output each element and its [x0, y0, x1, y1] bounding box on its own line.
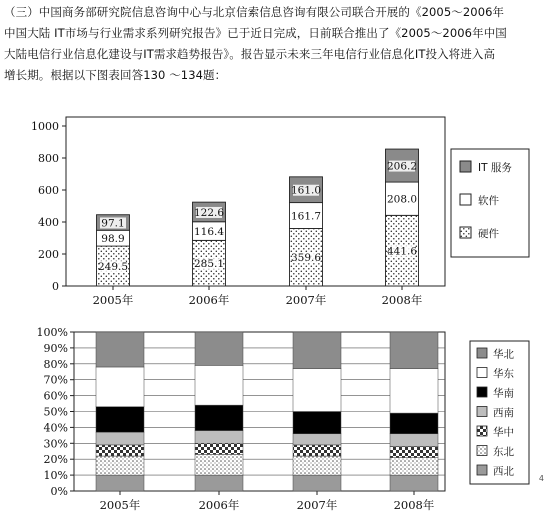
page-mark: 4	[538, 474, 544, 483]
bar-segment-西北	[96, 475, 144, 491]
legend-it-service-label: IT 服务	[478, 162, 512, 174]
legend-it-service-swatch	[460, 161, 471, 172]
legend-label-华东: 华东	[493, 368, 514, 380]
bar-segment-西南	[195, 431, 243, 444]
chart2-y-tick-label: 60%	[43, 389, 68, 403]
bar-segment-华南	[195, 405, 243, 430]
legend-label-东北: 东北	[493, 446, 514, 458]
bar-segment-东北	[195, 454, 243, 475]
bar-segment-东北	[96, 456, 144, 475]
chart1-x-label: 2005年	[92, 293, 134, 307]
bar-segment-东北	[390, 458, 438, 475]
chart2-x-label: 2008年	[393, 498, 435, 512]
bar-segment-华中	[195, 443, 243, 454]
bar-value-label: 359.6	[290, 252, 322, 265]
bar-value-label: 122.6	[193, 206, 225, 219]
bar-segment-华中	[293, 445, 341, 456]
legend-label-西南: 西南	[493, 407, 514, 419]
bar-segment-华东	[390, 369, 438, 414]
legend-label-华中: 华中	[493, 426, 514, 439]
intro-line-4: 增长期。根据以下图表回答130 ～134题：	[4, 68, 227, 82]
legend-swatch-西北	[477, 465, 487, 475]
bar-segment-西北	[293, 475, 341, 491]
bar-segment-西南	[293, 434, 341, 445]
bar-segment-华北	[96, 332, 144, 367]
percent-stacked-bar-chart-regions	[37, 326, 529, 512]
bar-segment-西北	[390, 475, 438, 491]
chart2-y-tick-label: 90%	[43, 341, 68, 355]
bar-segment-华东	[96, 367, 144, 407]
chart2-y-tick-label: 0%	[50, 485, 68, 498]
chart2-y-tick-label: 80%	[43, 357, 68, 371]
bar-value-label: 206.2	[386, 160, 418, 173]
bar-value-label: 97.1	[101, 217, 125, 230]
chart1-y-tick-label: 1000	[31, 120, 59, 133]
bar-value-label: 161.7	[290, 210, 322, 223]
legend-software-label: 软件	[478, 195, 499, 207]
legend-software-swatch	[460, 194, 471, 205]
chart1-y-tick-label: 800	[38, 152, 59, 165]
chart2-x-label: 2007年	[296, 498, 338, 512]
bar-value-label: 161.0	[290, 184, 322, 197]
chart1-y-tick-label: 400	[38, 216, 59, 229]
legend-swatch-西南	[477, 407, 487, 417]
bar-segment-华中	[390, 446, 438, 457]
legend-hardware-swatch	[460, 227, 471, 238]
bar-segment-东北	[293, 456, 341, 475]
bar-value-label: 98.9	[101, 233, 125, 246]
bar-segment-西北	[195, 475, 243, 491]
chart1-x-label: 2008年	[381, 293, 423, 307]
bar-segment-华北	[195, 332, 243, 365]
bar-segment-西南	[96, 432, 144, 445]
legend-label-华北: 华北	[493, 348, 514, 361]
legend-swatch-华北	[477, 348, 487, 358]
legend-label-华南: 华南	[493, 387, 514, 400]
legend-swatch-东北	[477, 446, 487, 456]
bar-value-label: 285.1	[193, 258, 225, 271]
bar-segment-华东	[293, 369, 341, 412]
legend-swatch-华南	[477, 387, 487, 397]
chart1-y-tick-label: 200	[38, 248, 59, 261]
bar-value-label: 116.4	[193, 226, 225, 239]
intro-line-1: （三）中国商务部研究院信息咨询中心与北京信索信息咨询有限公司联合开展的《2005～2006年	[4, 5, 505, 19]
chart1-y-tick-label: 0	[52, 280, 59, 293]
chart2-y-tick-label: 30%	[43, 437, 68, 451]
legend-hardware-label: 硬件	[478, 228, 499, 240]
chart2-x-label: 2006年	[198, 498, 240, 512]
chart2-y-tick-label: 20%	[43, 453, 68, 467]
bar-segment-华南	[96, 407, 144, 432]
bar-value-label: 441.6	[386, 245, 418, 258]
bar-value-label: 208.0	[386, 193, 418, 206]
bar-segment-西南	[390, 434, 438, 447]
legend-swatch-华东	[477, 368, 487, 378]
legend-swatch-华中	[477, 426, 487, 436]
stacked-bar-chart-it-spending	[31, 117, 529, 307]
chart2-y-tick-label: 70%	[43, 373, 68, 387]
bar-segment-华南	[293, 412, 341, 434]
intro-line-3: 大陆电信行业信息化建设与IT需求趋势报告》。报告显示未来三年电信行业信息化IT投入将进入高	[4, 47, 496, 61]
chart2-y-tick-label: 40%	[43, 421, 68, 435]
chart2-x-label: 2005年	[99, 498, 141, 512]
chart1-x-label: 2007年	[285, 293, 327, 307]
bar-segment-华中	[96, 445, 144, 456]
chart1-y-tick-label: 600	[38, 184, 59, 197]
chart2-y-tick-label: 50%	[43, 405, 68, 419]
chart2-y-tick-label: 10%	[43, 469, 68, 483]
bar-segment-华南	[390, 413, 438, 434]
chart2-y-tick-label: 100%	[36, 326, 68, 339]
bar-segment-华东	[195, 365, 243, 405]
bar-value-label: 249.5	[97, 261, 129, 274]
chart1-x-label: 2006年	[188, 293, 230, 307]
intro-line-2: 中国大陆 IT市场与行业需求系列研究报告》已于近日完成，日前联合推出了《2005～2006年中国	[4, 26, 507, 40]
bar-segment-华北	[390, 332, 438, 369]
legend-label-西北: 西北	[493, 465, 514, 478]
bar-segment-华北	[293, 332, 341, 369]
